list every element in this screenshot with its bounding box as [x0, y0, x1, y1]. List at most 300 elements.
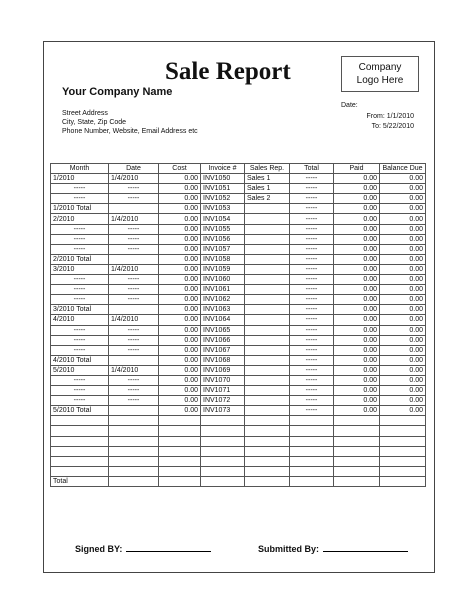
cell-date — [109, 305, 159, 315]
cell-month: ----- — [51, 224, 109, 234]
cell-date: ----- — [109, 335, 159, 345]
company-logo-placeholder — [341, 56, 419, 92]
col-header-sales-rep: Sales Rep. — [245, 164, 290, 174]
cell-balance-due: 0.00 — [380, 365, 426, 375]
cell-month: ----- — [51, 335, 109, 345]
table-row — [51, 476, 426, 486]
cell-month: ----- — [51, 244, 109, 254]
table-row — [51, 305, 426, 315]
cell-paid: 0.00 — [334, 224, 380, 234]
cell-balance-due: 0.00 — [380, 375, 426, 385]
cell-sales-rep — [245, 466, 290, 476]
cell-month: ----- — [51, 295, 109, 305]
cell-balance-due: 0.00 — [380, 315, 426, 325]
cell-paid: 0.00 — [334, 194, 380, 204]
table-row — [51, 416, 426, 426]
cell-month — [51, 456, 109, 466]
cell-balance-due: 0.00 — [380, 396, 426, 406]
cell-invoice: INV1061 — [201, 285, 245, 295]
cell-invoice: INV1062 — [201, 295, 245, 305]
table-row — [51, 194, 426, 204]
cell-paid: 0.00 — [334, 285, 380, 295]
cell-sales-rep: Sales 2 — [245, 194, 290, 204]
cell-month: 4/2010 Total — [51, 355, 109, 365]
cell-cost — [159, 446, 201, 456]
cell-invoice: INV1066 — [201, 335, 245, 345]
cell-balance-due: 0.00 — [380, 335, 426, 345]
cell-date — [109, 456, 159, 466]
cell-date: ----- — [109, 244, 159, 254]
table-row — [51, 396, 426, 406]
street-address: Street Address — [62, 110, 108, 117]
cell-invoice: INV1070 — [201, 375, 245, 385]
cell-invoice: INV1054 — [201, 214, 245, 224]
cell-date — [109, 355, 159, 365]
cell-cost: 0.00 — [159, 375, 201, 385]
table-row — [51, 436, 426, 446]
cell-balance-due: 0.00 — [380, 355, 426, 365]
cell-paid: 0.00 — [334, 315, 380, 325]
cell-balance-due — [380, 416, 426, 426]
table-row — [51, 214, 426, 224]
cell-balance-due — [380, 476, 426, 486]
col-header-invoice: Invoice # — [201, 164, 245, 174]
cell-total — [290, 436, 334, 446]
cell-paid — [334, 446, 380, 456]
cell-paid: 0.00 — [334, 396, 380, 406]
cell-total — [290, 416, 334, 426]
table-row — [51, 244, 426, 254]
cell-cost: 0.00 — [159, 254, 201, 264]
cell-cost: 0.00 — [159, 204, 201, 214]
cell-sales-rep — [245, 234, 290, 244]
table-row — [51, 466, 426, 476]
col-header-total: Total — [290, 164, 334, 174]
cell-balance-due: 0.00 — [380, 264, 426, 274]
submitted-by-line[interactable] — [323, 543, 408, 552]
cell-balance-due: 0.00 — [380, 325, 426, 335]
cell-paid: 0.00 — [334, 204, 380, 214]
cell-date — [109, 406, 159, 416]
cell-cost — [159, 456, 201, 466]
cell-invoice: INV1068 — [201, 355, 245, 365]
cell-month — [51, 436, 109, 446]
cell-paid: 0.00 — [334, 305, 380, 315]
cell-invoice: INV1053 — [201, 204, 245, 214]
cell-date: ----- — [109, 325, 159, 335]
cell-sales-rep — [245, 204, 290, 214]
cell-invoice: INV1059 — [201, 264, 245, 274]
cell-invoice: INV1055 — [201, 224, 245, 234]
table-row — [51, 264, 426, 274]
cell-total: ----- — [290, 184, 334, 194]
table-row — [51, 406, 426, 416]
cell-cost: 0.00 — [159, 214, 201, 224]
cell-balance-due: 0.00 — [380, 285, 426, 295]
cell-cost: 0.00 — [159, 285, 201, 295]
cell-month: 1/2010 — [51, 174, 109, 184]
cell-paid: 0.00 — [334, 406, 380, 416]
cell-total: ----- — [290, 345, 334, 355]
cell-paid — [334, 426, 380, 436]
cell-sales-rep: Sales 1 — [245, 184, 290, 194]
table-row — [51, 315, 426, 325]
signed-by-line[interactable] — [126, 543, 211, 552]
signed-by — [75, 543, 211, 554]
cell-total: ----- — [290, 386, 334, 396]
cell-date — [109, 466, 159, 476]
cell-date: 1/4/2010 — [109, 214, 159, 224]
cell-sales-rep — [245, 386, 290, 396]
cell-paid: 0.00 — [334, 295, 380, 305]
cell-paid — [334, 416, 380, 426]
cell-date: ----- — [109, 224, 159, 234]
cell-balance-due: 0.00 — [380, 305, 426, 315]
cell-date: 1/4/2010 — [109, 264, 159, 274]
cell-invoice — [201, 436, 245, 446]
cell-month: 3/2010 — [51, 264, 109, 274]
cell-date: ----- — [109, 275, 159, 285]
cell-total — [290, 446, 334, 456]
cell-date: 1/4/2010 — [109, 174, 159, 184]
cell-month: ----- — [51, 386, 109, 396]
table-row — [51, 355, 426, 365]
cell-invoice: INV1065 — [201, 325, 245, 335]
cell-month: 1/2010 Total — [51, 204, 109, 214]
cell-month: ----- — [51, 345, 109, 355]
cell-date — [109, 476, 159, 486]
cell-date — [109, 204, 159, 214]
cell-cost: 0.00 — [159, 264, 201, 274]
cell-cost: 0.00 — [159, 224, 201, 234]
cell-invoice: INV1072 — [201, 396, 245, 406]
cell-cost: 0.00 — [159, 234, 201, 244]
cell-invoice: INV1051 — [201, 184, 245, 194]
col-header-date: Date — [109, 164, 159, 174]
cell-date — [109, 436, 159, 446]
cell-paid: 0.00 — [334, 174, 380, 184]
cell-cost: 0.00 — [159, 345, 201, 355]
cell-paid: 0.00 — [334, 325, 380, 335]
cell-total: ----- — [290, 285, 334, 295]
cell-balance-due: 0.00 — [380, 224, 426, 234]
cell-sales-rep — [245, 335, 290, 345]
cell-invoice — [201, 466, 245, 476]
city-state-zip: City, State, Zip Code — [62, 119, 127, 126]
cell-total — [290, 466, 334, 476]
col-header-paid: Paid — [334, 164, 380, 174]
cell-total — [290, 456, 334, 466]
cell-balance-due: 0.00 — [380, 234, 426, 244]
cell-sales-rep — [245, 244, 290, 254]
cell-date — [109, 254, 159, 264]
cell-date — [109, 446, 159, 456]
cell-balance-due — [380, 446, 426, 456]
cell-date: ----- — [109, 295, 159, 305]
cell-balance-due: 0.00 — [380, 275, 426, 285]
cell-invoice — [201, 416, 245, 426]
contact-info: Phone Number, Website, Email Address etc — [62, 128, 198, 135]
logo-line-2: Logo Here — [356, 75, 404, 86]
table-row — [51, 386, 426, 396]
cell-total: ----- — [290, 335, 334, 345]
table-row — [51, 345, 426, 355]
cell-month: ----- — [51, 234, 109, 244]
cell-invoice — [201, 446, 245, 456]
cell-date: ----- — [109, 184, 159, 194]
cell-paid: 0.00 — [334, 214, 380, 224]
company-name: Your Company Name — [62, 86, 173, 98]
cell-month: 4/2010 — [51, 315, 109, 325]
cell-total: ----- — [290, 224, 334, 234]
cell-month: ----- — [51, 375, 109, 385]
cell-paid — [334, 436, 380, 446]
cell-paid: 0.00 — [334, 264, 380, 274]
cell-date: 1/4/2010 — [109, 315, 159, 325]
cell-sales-rep — [245, 285, 290, 295]
cell-invoice: INV1052 — [201, 194, 245, 204]
cell-invoice: INV1050 — [201, 174, 245, 184]
table-row — [51, 184, 426, 194]
cell-total: ----- — [290, 214, 334, 224]
date-label: Date: — [341, 102, 358, 109]
cell-sales-rep — [245, 365, 290, 375]
cell-balance-due: 0.00 — [380, 244, 426, 254]
table-row — [51, 234, 426, 244]
cell-balance-due: 0.00 — [380, 386, 426, 396]
cell-cost: 0.00 — [159, 184, 201, 194]
cell-month — [51, 426, 109, 436]
cell-sales-rep — [245, 446, 290, 456]
cell-total: ----- — [290, 264, 334, 274]
cell-sales-rep — [245, 214, 290, 224]
cell-paid — [334, 466, 380, 476]
cell-cost — [159, 466, 201, 476]
table-row — [51, 365, 426, 375]
cell-cost: 0.00 — [159, 295, 201, 305]
cell-balance-due: 0.00 — [380, 204, 426, 214]
cell-month: ----- — [51, 194, 109, 204]
cell-cost: 0.00 — [159, 386, 201, 396]
cell-paid: 0.00 — [334, 355, 380, 365]
cell-month: 3/2010 Total — [51, 305, 109, 315]
cell-invoice: INV1060 — [201, 275, 245, 285]
cell-date — [109, 416, 159, 426]
cell-cost — [159, 416, 201, 426]
cell-cost — [159, 476, 201, 486]
cell-cost: 0.00 — [159, 174, 201, 184]
cell-sales-rep: Sales 1 — [245, 174, 290, 184]
cell-paid: 0.00 — [334, 184, 380, 194]
cell-month: Total — [51, 476, 109, 486]
cell-invoice: INV1069 — [201, 365, 245, 375]
cell-date — [109, 426, 159, 436]
cell-balance-due: 0.00 — [380, 174, 426, 184]
cell-cost: 0.00 — [159, 355, 201, 365]
cell-invoice — [201, 426, 245, 436]
cell-cost: 0.00 — [159, 396, 201, 406]
cell-balance-due — [380, 436, 426, 446]
cell-date: 1/4/2010 — [109, 365, 159, 375]
cell-paid: 0.00 — [334, 386, 380, 396]
cell-sales-rep — [245, 275, 290, 285]
table-row — [51, 204, 426, 214]
cell-date: ----- — [109, 194, 159, 204]
cell-paid: 0.00 — [334, 345, 380, 355]
table-row — [51, 375, 426, 385]
cell-date: ----- — [109, 386, 159, 396]
cell-cost: 0.00 — [159, 275, 201, 285]
cell-sales-rep — [245, 295, 290, 305]
cell-paid: 0.00 — [334, 275, 380, 285]
cell-balance-due — [380, 456, 426, 466]
cell-month — [51, 416, 109, 426]
cell-paid: 0.00 — [334, 244, 380, 254]
cell-total: ----- — [290, 375, 334, 385]
cell-invoice: INV1056 — [201, 234, 245, 244]
logo-line-1: Company — [358, 62, 402, 73]
cell-sales-rep — [245, 345, 290, 355]
cell-cost: 0.00 — [159, 325, 201, 335]
table-row — [51, 254, 426, 264]
cell-total: ----- — [290, 194, 334, 204]
cell-sales-rep — [245, 264, 290, 274]
cell-month: ----- — [51, 285, 109, 295]
submitted-by — [258, 543, 408, 554]
cell-cost — [159, 426, 201, 436]
cell-cost: 0.00 — [159, 335, 201, 345]
cell-invoice: INV1067 — [201, 345, 245, 355]
cell-cost: 0.00 — [159, 194, 201, 204]
cell-invoice: INV1058 — [201, 254, 245, 264]
cell-invoice — [201, 476, 245, 486]
cell-invoice: INV1057 — [201, 244, 245, 254]
cell-balance-due: 0.00 — [380, 194, 426, 204]
cell-month: ----- — [51, 184, 109, 194]
cell-invoice: INV1071 — [201, 386, 245, 396]
cell-cost: 0.00 — [159, 315, 201, 325]
cell-paid — [334, 456, 380, 466]
cell-sales-rep — [245, 355, 290, 365]
cell-balance-due: 0.00 — [380, 406, 426, 416]
cell-month: 2/2010 Total — [51, 254, 109, 264]
cell-invoice — [201, 456, 245, 466]
cell-sales-rep — [245, 396, 290, 406]
cell-month: 5/2010 Total — [51, 406, 109, 416]
cell-paid: 0.00 — [334, 254, 380, 264]
cell-date: ----- — [109, 375, 159, 385]
signed-by-label: Signed BY: — [75, 544, 123, 554]
submitted-by-label: Submitted By: — [258, 544, 320, 554]
cell-total: ----- — [290, 406, 334, 416]
cell-total: ----- — [290, 254, 334, 264]
cell-total: ----- — [290, 355, 334, 365]
to-date: To: 5/22/2010 — [371, 123, 414, 130]
cell-sales-rep — [245, 375, 290, 385]
cell-total: ----- — [290, 174, 334, 184]
col-header-cost: Cost — [159, 164, 201, 174]
cell-month — [51, 446, 109, 456]
cell-cost — [159, 436, 201, 446]
report-title: Sale Report — [165, 58, 291, 85]
cell-date: ----- — [109, 234, 159, 244]
cell-balance-due: 0.00 — [380, 214, 426, 224]
cell-cost: 0.00 — [159, 365, 201, 375]
table-row — [51, 446, 426, 456]
cell-sales-rep — [245, 406, 290, 416]
cell-balance-due: 0.00 — [380, 254, 426, 264]
cell-paid: 0.00 — [334, 375, 380, 385]
cell-invoice: INV1073 — [201, 406, 245, 416]
cell-date: ----- — [109, 345, 159, 355]
cell-balance-due: 0.00 — [380, 345, 426, 355]
cell-sales-rep — [245, 426, 290, 436]
cell-total: ----- — [290, 234, 334, 244]
cell-sales-rep — [245, 416, 290, 426]
sales-table — [50, 163, 426, 487]
cell-month: 2/2010 — [51, 214, 109, 224]
cell-total: ----- — [290, 365, 334, 375]
table-row — [51, 285, 426, 295]
table-row — [51, 275, 426, 285]
cell-total: ----- — [290, 244, 334, 254]
cell-cost: 0.00 — [159, 305, 201, 315]
cell-cost: 0.00 — [159, 244, 201, 254]
cell-balance-due — [380, 466, 426, 476]
cell-total: ----- — [290, 315, 334, 325]
cell-total — [290, 426, 334, 436]
cell-sales-rep — [245, 476, 290, 486]
cell-total: ----- — [290, 305, 334, 315]
cell-sales-rep — [245, 315, 290, 325]
table-header-row — [51, 164, 426, 174]
col-header-month: Month — [51, 164, 109, 174]
cell-total: ----- — [290, 204, 334, 214]
cell-sales-rep — [245, 456, 290, 466]
cell-paid: 0.00 — [334, 335, 380, 345]
cell-balance-due — [380, 426, 426, 436]
cell-invoice: INV1063 — [201, 305, 245, 315]
cell-paid — [334, 476, 380, 486]
cell-date: ----- — [109, 285, 159, 295]
cell-invoice: INV1064 — [201, 315, 245, 325]
table-row — [51, 335, 426, 345]
table-row — [51, 325, 426, 335]
cell-paid: 0.00 — [334, 234, 380, 244]
cell-total: ----- — [290, 325, 334, 335]
cell-balance-due: 0.00 — [380, 184, 426, 194]
table-row — [51, 456, 426, 466]
cell-total — [290, 476, 334, 486]
table-row — [51, 426, 426, 436]
cell-sales-rep — [245, 325, 290, 335]
cell-total: ----- — [290, 396, 334, 406]
cell-month: ----- — [51, 325, 109, 335]
cell-total: ----- — [290, 295, 334, 305]
cell-month: ----- — [51, 275, 109, 285]
cell-sales-rep — [245, 224, 290, 234]
cell-month: 5/2010 — [51, 365, 109, 375]
table-row — [51, 174, 426, 184]
cell-sales-rep — [245, 436, 290, 446]
cell-month — [51, 466, 109, 476]
cell-date: ----- — [109, 396, 159, 406]
col-header-balance-due: Balance Due — [380, 164, 426, 174]
cell-cost: 0.00 — [159, 406, 201, 416]
table-row — [51, 224, 426, 234]
cell-balance-due: 0.00 — [380, 295, 426, 305]
cell-total: ----- — [290, 275, 334, 285]
